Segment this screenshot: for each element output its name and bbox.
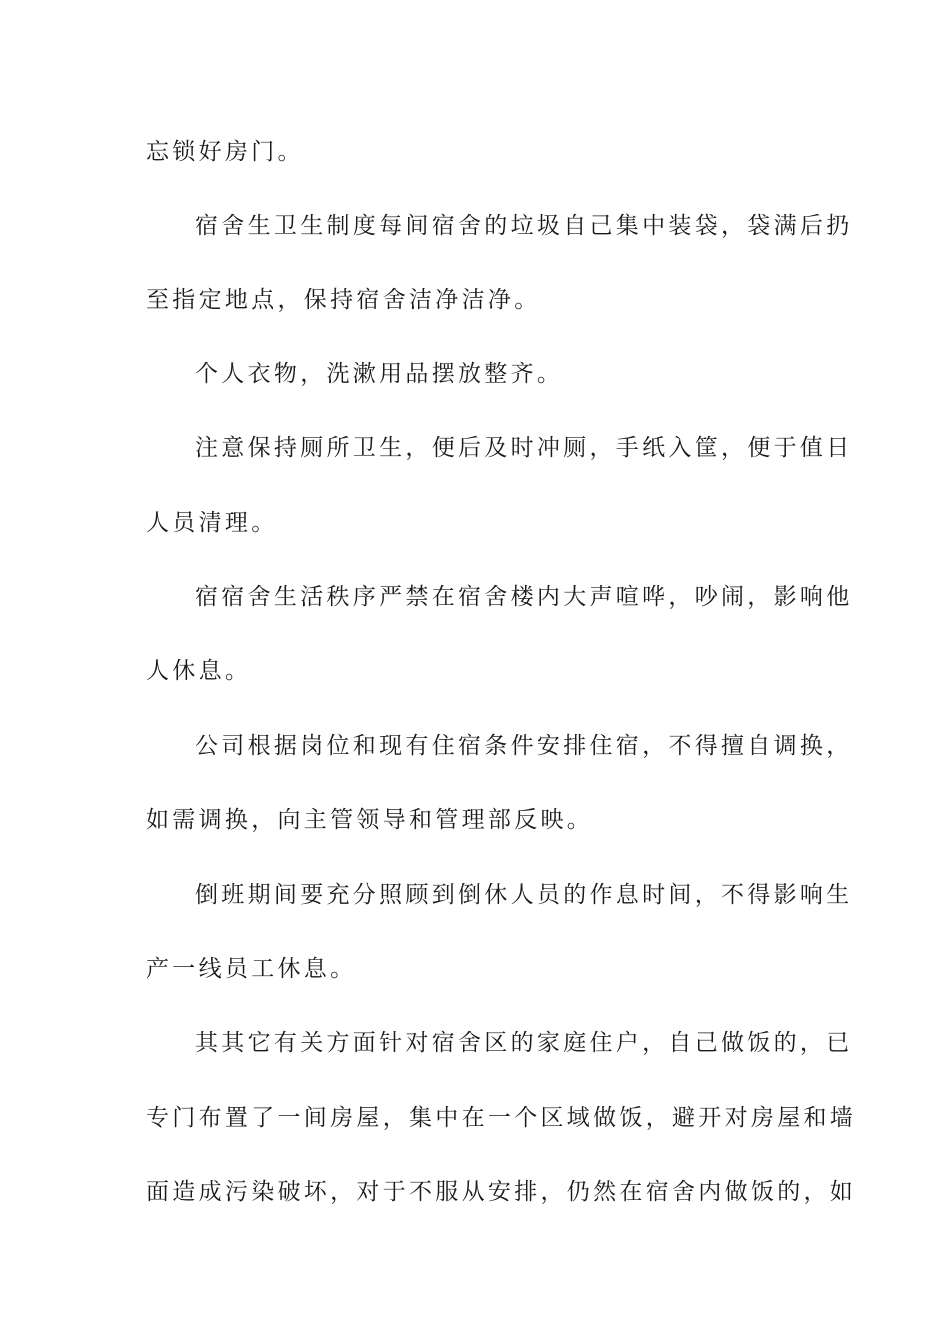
text-line: 人员清理。 (146, 510, 278, 536)
text-line: 面造成污染破坏，对于不服从安排，仍然在宿舍内做饭的，如 (146, 1179, 857, 1205)
paragraph-start: 宿宿舍生活秩序严禁在宿舍楼内大声喧哗，吵闹，影响他 (195, 584, 853, 610)
text-line: 专门布置了一间房屋，集中在一个区域做饭，避开对房屋和墙 (146, 1105, 857, 1131)
paragraph-start: 公司根据岗位和现有住宿条件安排住宿，不得擅自调换， (195, 733, 853, 759)
text-line: 忘锁好房门。 (146, 139, 304, 165)
text-line: 如需调换，向主管领导和管理部反映。 (146, 807, 594, 833)
paragraph-start: 个人衣物，洗漱用品摆放整齐。 (195, 361, 564, 387)
text-line: 人休息。 (146, 658, 252, 684)
paragraph-start: 注意保持厕所卫生，便后及时冲厕，手纸入筐，便于值日 (195, 435, 853, 461)
paragraph-start: 倒班期间要充分照顾到倒休人员的作息时间，不得影响生 (195, 882, 853, 908)
text-line: 产一线员工休息。 (146, 956, 357, 982)
text-line: 至指定地点，保持宿舍洁净洁净。 (146, 287, 541, 313)
paragraph-start: 其其它有关方面针对宿舍区的家庭住户，自己做饭的，已 (195, 1030, 853, 1056)
paragraph-start: 宿舍生卫生制度每间宿舍的垃圾自己集中装袋，袋满后扔 (195, 213, 853, 239)
